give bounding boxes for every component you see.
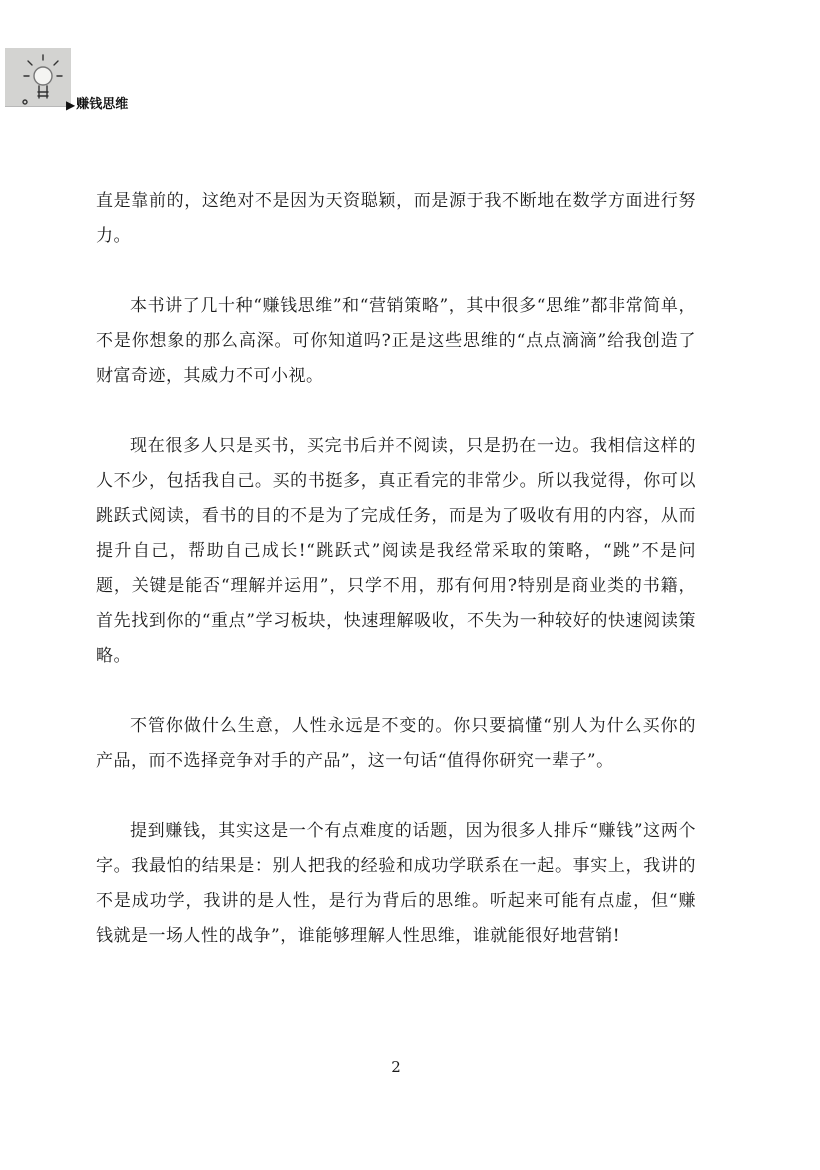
page-number: 2 — [391, 1058, 401, 1076]
lightbulb-icon — [5, 48, 71, 106]
page-header — [0, 0, 820, 120]
header-rule — [5, 106, 71, 107]
paragraph-3: 现在很多人只是买书，买完书后并不阅读，只是扔在一边。我相信这样的人不少，包括我自己。买的书挺多，真正看完的非常少。所以我觉得，你可以跳跃式阅读，看书的目的不是为了完成任务，而是为了吸收有用的内容，从而提升自己，帮助自己成长!“跳跃式”阅读是我经常采取的策略，“跳”不是问题，关键是能否“理解并运用”，只学不用，那有何用?特别是商业类的书籍，首先找到你的“重点”学习板块，快速理解吸收，不失为一种较好的快速阅读策略。 — [96, 436, 696, 666]
paragraph-4: 不管你做什么生意，人性永远是不变的。你只要搞懂“别人为什么买你的产品，而不选择竞争对手的产品”，这一句话“值得你研究一辈子”。 — [96, 716, 696, 771]
paragraph-1: 直是靠前的，这绝对不是因为天资聪颖，而是源于我不断地在数学方面进行努力。 — [96, 191, 696, 246]
play-arrow-icon: ▶ — [66, 98, 76, 112]
paragraph-2: 本书讲了几十种“赚钱思维”和“营销策略”，其中很多“思维”都非常简单，不是你想象的那么高深。可你知道吗?正是这些思维的“点点滴滴”给我创造了财富奇迹，其威力不可小视。 — [96, 296, 696, 386]
paragraph-5: 提到赚钱，其实这是一个有点难度的话题，因为很多人排斥“赚钱”这两个字。我最怕的结果是：别人把我的经验和成功学联系在一起。事实上，我讲的不是成功学，我讲的是人性，是行为背后的思维。听起来可能有点虚，但“赚钱就是一场人性的战争”，谁能够理解人性思维，谁就能很好地营销! — [96, 821, 696, 946]
header-title: 赚钱思维 — [76, 97, 129, 112]
page-body — [96, 184, 696, 989]
running-header — [66, 97, 128, 113]
